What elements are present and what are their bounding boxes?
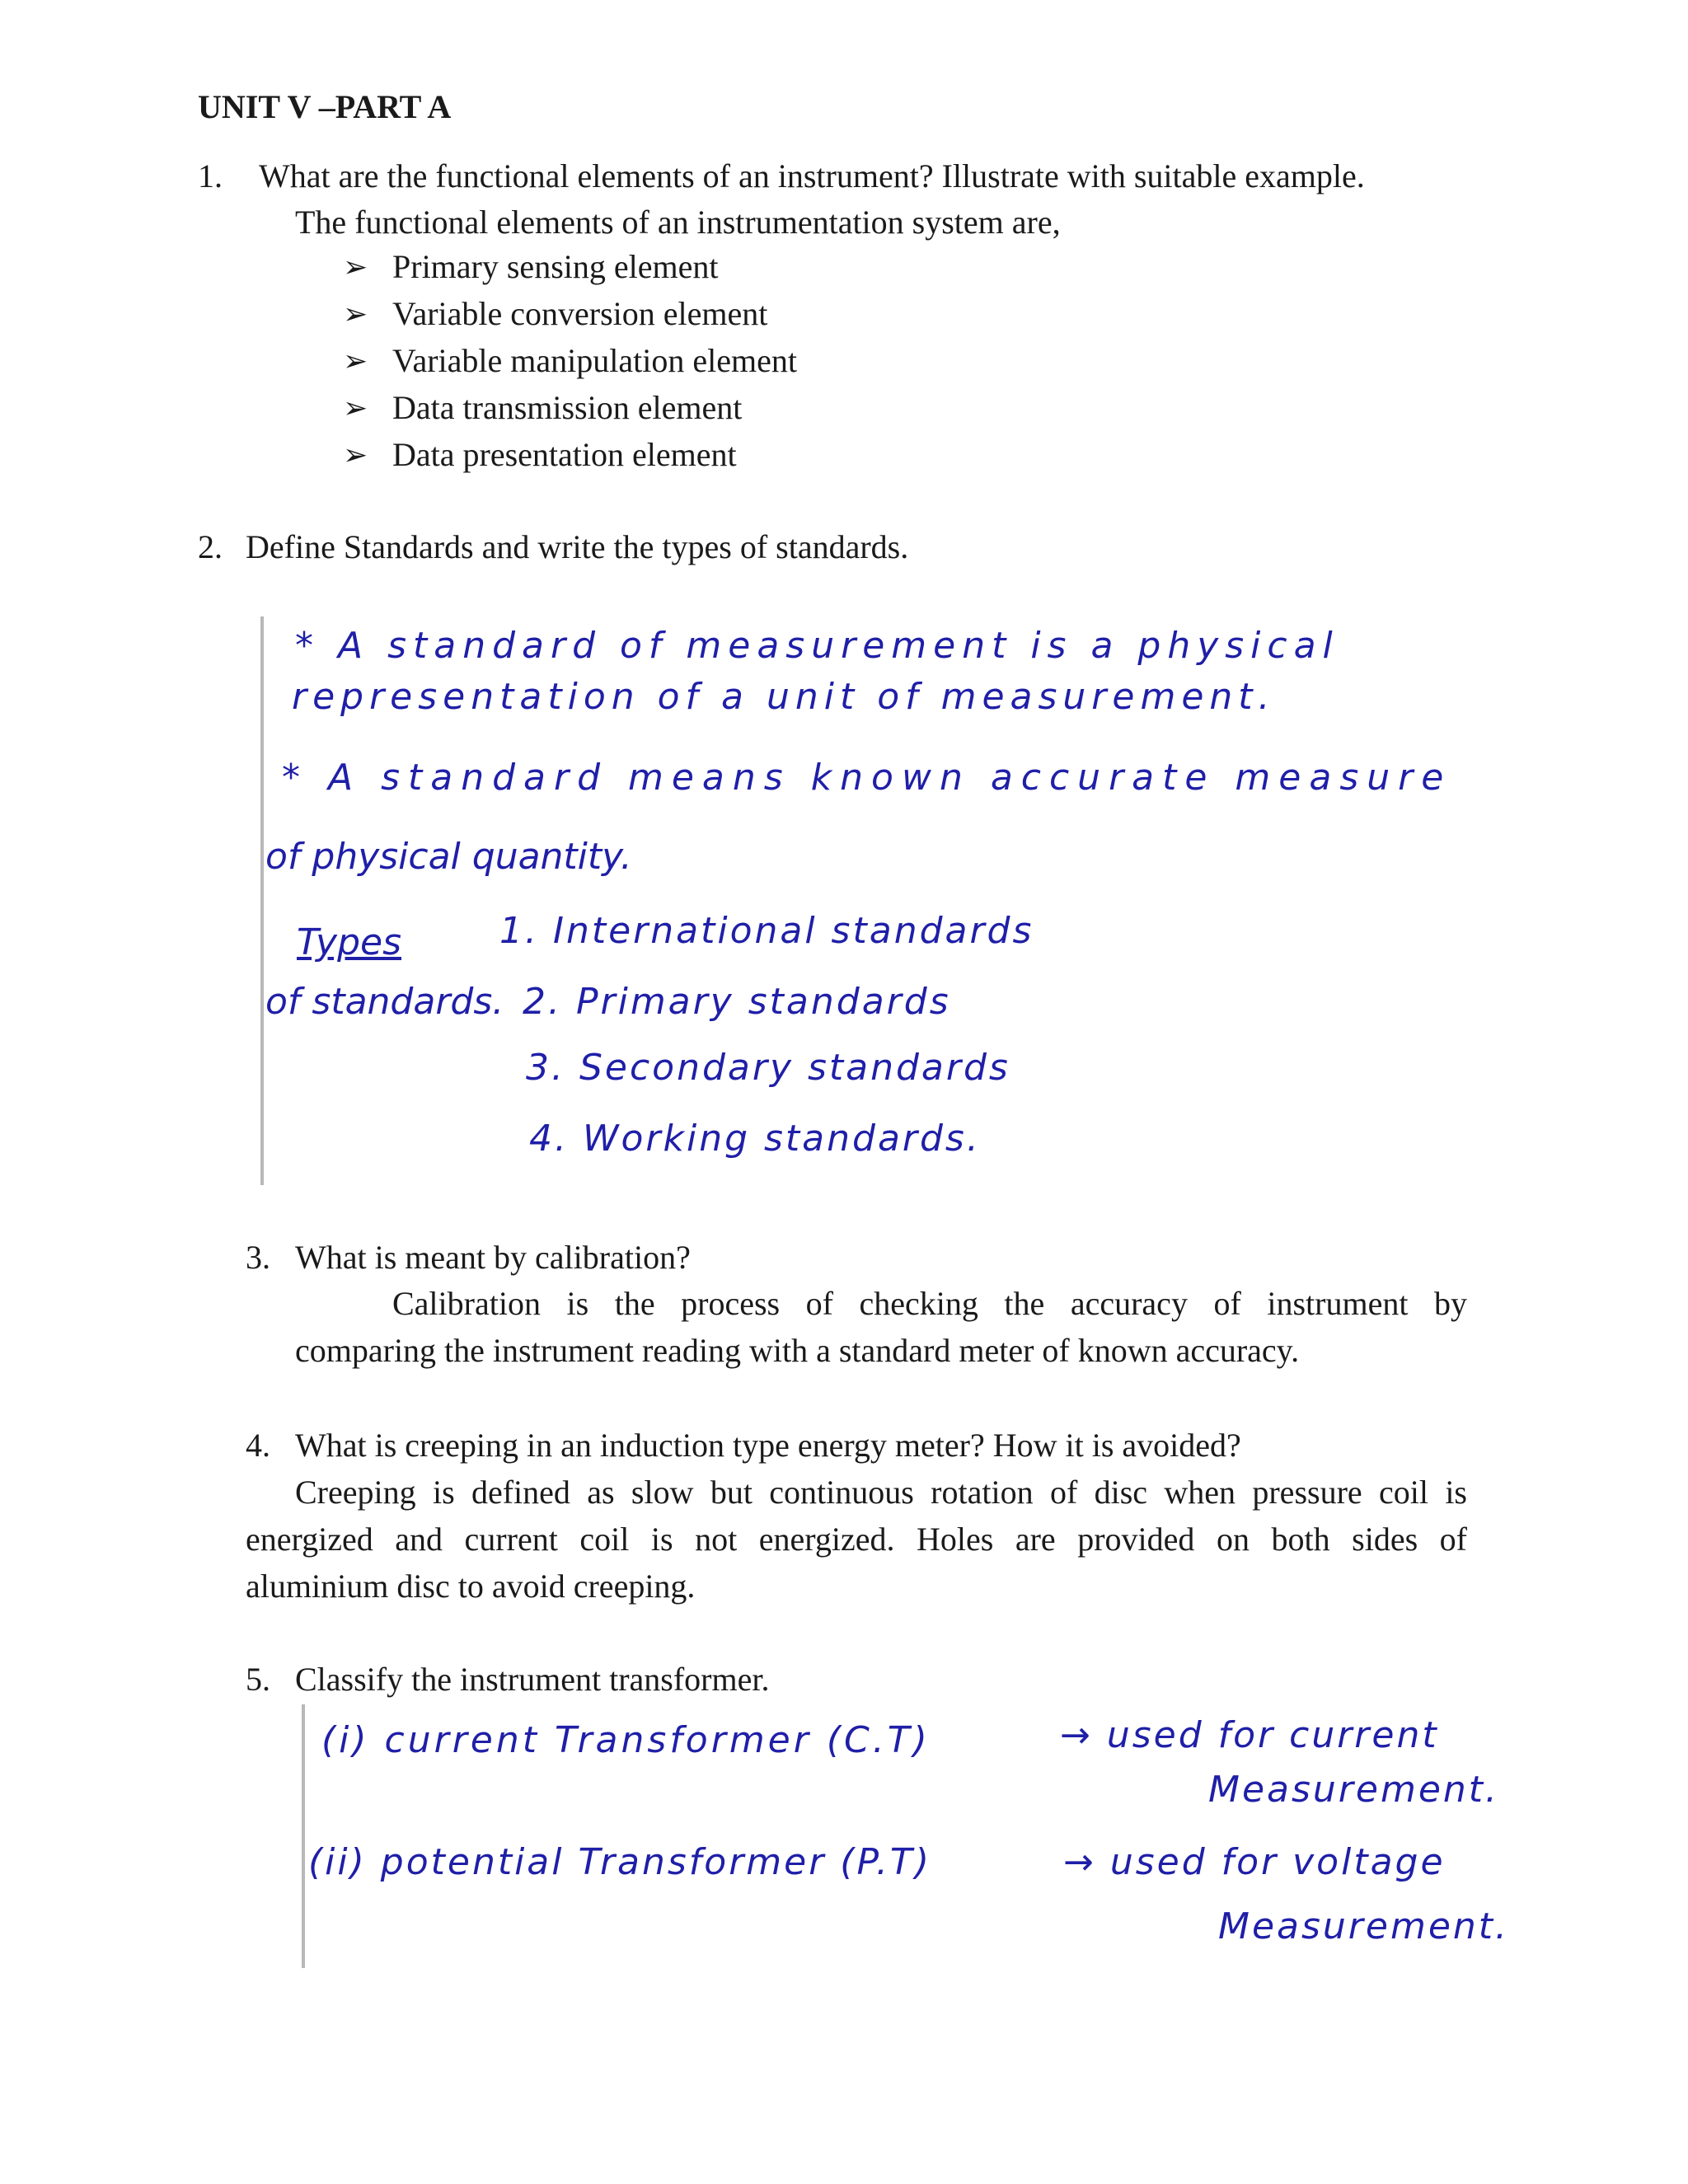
q4-number: 4. <box>246 1427 270 1464</box>
list-item: Variable manipulation element <box>392 342 797 379</box>
q1-number: 1. <box>198 157 223 194</box>
handwritten-line: representation of a unit of measurement. <box>292 676 1276 718</box>
list-item: Variable conversion element <box>392 295 768 332</box>
handwritten-type: 2. Primary standards <box>523 981 951 1023</box>
handwritten-types-label: Types <box>297 921 402 963</box>
q4-answer: aluminium disc to avoid creeping. <box>246 1568 696 1605</box>
q1-intro: The functional elements of an instrumentation system are, <box>295 204 1061 241</box>
margin-line <box>302 1704 305 1968</box>
list-item: Data transmission element <box>392 389 743 426</box>
q3-number: 3. <box>246 1239 270 1276</box>
unit-title: UNIT V –PART A <box>198 88 452 125</box>
list-item: Primary sensing element <box>392 248 719 285</box>
q2-number: 2. <box>198 528 223 565</box>
bullet-icon: ➢ <box>343 438 368 471</box>
q4-answer: energized and current coil is not energized. Holes are provided on both sides of <box>246 1521 1467 1558</box>
q3-answer: comparing the instrument reading with a standard meter of known accuracy. <box>295 1332 1300 1369</box>
handwritten-line: (ii) potential Transformer (P.T) <box>308 1841 931 1883</box>
handwritten-line: of physical quantity. <box>265 836 632 878</box>
q2-question: Define Standards and write the types of standards. <box>246 528 909 565</box>
margin-line <box>260 616 264 1185</box>
handwritten-line: Measurement. <box>1218 1905 1510 1947</box>
q5-number: 5. <box>246 1661 270 1698</box>
q3-question: What is meant by calibration? <box>295 1239 691 1276</box>
bullet-icon: ➢ <box>343 298 368 330</box>
handwritten-type: 4. Working standards. <box>529 1118 981 1160</box>
list-item: Data presentation element <box>392 436 737 473</box>
handwritten-types-label: of standards. <box>265 981 504 1023</box>
handwritten-transformer-image <box>302 1704 1571 1968</box>
handwritten-line: (i) current Transformer (C.T) <box>321 1719 931 1761</box>
bullet-icon: ➢ <box>343 344 368 377</box>
q1-question: What are the functional elements of an instrument? Illustrate with suitable example. <box>259 157 1365 194</box>
q3-answer: Calibration is the process of checking the accuracy of instrument by <box>392 1285 1467 1322</box>
handwritten-line: * A standard of measurement is a physical <box>295 625 1339 667</box>
q4-question: What is creeping in an induction type energy meter? How it is avoided? <box>295 1427 1241 1464</box>
bullet-icon: ➢ <box>343 251 368 284</box>
handwritten-type: 3. Secondary standards <box>526 1047 1010 1089</box>
handwritten-line: → used for current <box>1060 1714 1439 1756</box>
handwritten-line: → used for voltage <box>1063 1841 1446 1883</box>
handwritten-line: Measurement. <box>1208 1769 1500 1811</box>
q4-answer: Creeping is defined as slow but continuous rotation of disc when pressure coil is <box>295 1474 1467 1511</box>
bullet-icon: ➢ <box>343 391 368 424</box>
handwritten-standards-image <box>260 616 1530 1185</box>
handwritten-type: 1. International standards <box>499 910 1034 952</box>
handwritten-line: * A standard means known accurate measure <box>282 757 1452 799</box>
q5-question: Classify the instrument transformer. <box>295 1661 770 1698</box>
